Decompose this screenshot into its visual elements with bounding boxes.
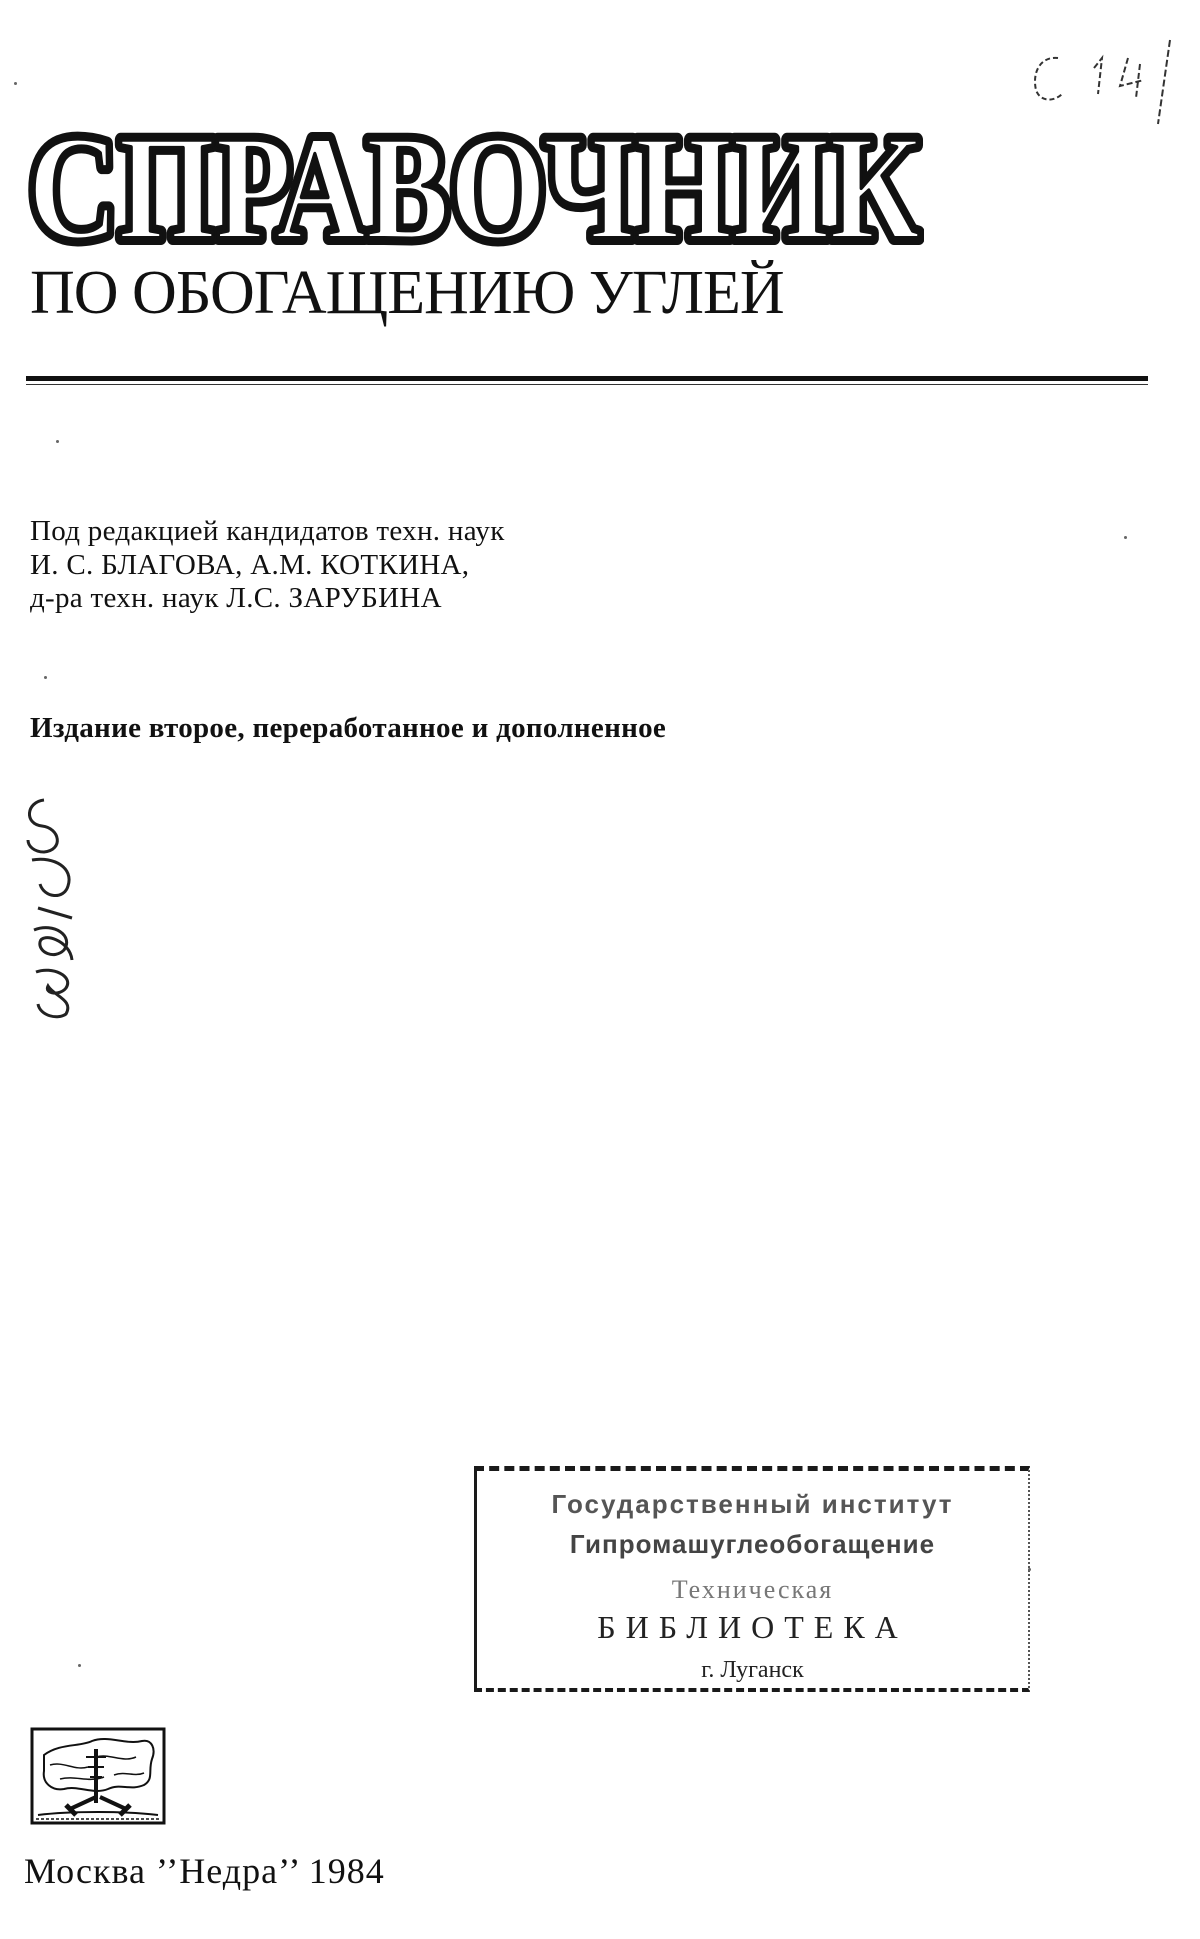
scan-speck: [78, 1664, 81, 1667]
editors-line-2: И. С. БЛАГОВА, А.М. КОТКИНА,: [30, 549, 470, 581]
publisher-logo: [30, 1727, 166, 1825]
stamp-technical: Техническая: [671, 1575, 834, 1604]
book-title-text: СПРАВОЧНИК: [28, 108, 920, 258]
book-subtitle: ПО ОБОГАЩЕНИЮ УГЛЕЙ: [30, 259, 784, 327]
handwritten-inventory-number: [14, 790, 94, 1020]
stamp-library: БИБЛИОТЕКА: [597, 1609, 908, 1645]
title-rule-thin: [26, 384, 1148, 385]
title-rule: [26, 376, 1148, 381]
scan-speck: [14, 82, 17, 85]
stamp-city: г. Луганск: [701, 1657, 804, 1683]
scan-speck: [1028, 1568, 1031, 1571]
publisher-imprint: Москва ’’Недра’’ 1984: [24, 1851, 385, 1891]
book-title: [24, 108, 924, 258]
scan-speck: [1124, 536, 1127, 539]
editors-line-3: д-ра техн. наук Л.С. ЗАРУБИНА: [30, 582, 442, 614]
scan-speck: [56, 440, 59, 443]
library-stamp: [474, 1466, 1030, 1692]
handwritten-shelf-mark: [1010, 28, 1190, 128]
stamp-institute: Государственный институт: [551, 1489, 954, 1519]
svg-text:СПРАВОЧНИК: СПРАВОЧНИК: [28, 108, 920, 258]
stamp-institute-name: Гипромашуглеобогащение: [569, 1529, 936, 1559]
edition-statement: Издание второе, переработанное и дополненное: [30, 712, 667, 744]
scan-speck: [44, 676, 47, 679]
editors-line-1: Под редакцией кандидатов техн. наук: [30, 515, 505, 547]
